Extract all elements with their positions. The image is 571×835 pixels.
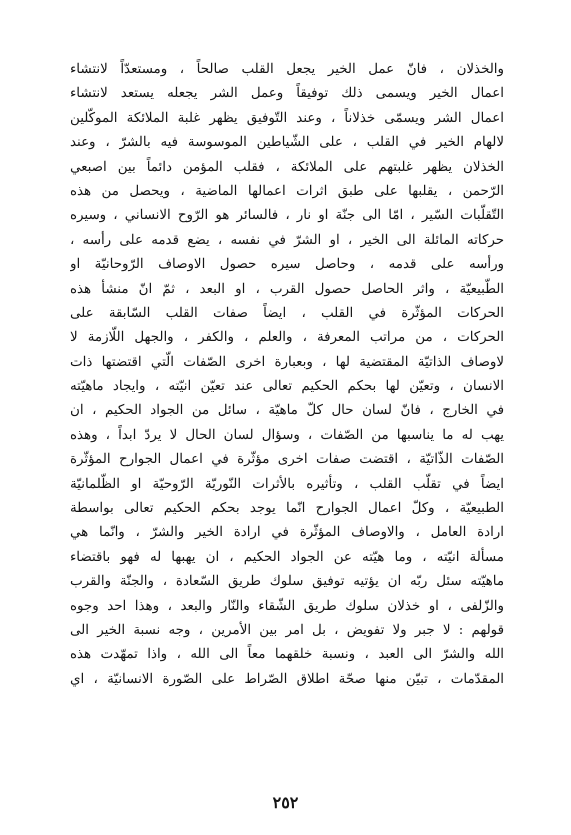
text-line: والخذلان ، فانّ عمل الخير يجعل القلب صالحاً ، ومستعدّاً لانتشاء <box>70 62 504 77</box>
text-line: قولهم : لا جبر ولا تفويض ، بل امر بين الأمرين ، وجه نسبة الخير الى <box>70 622 504 638</box>
text-line: الرّحمن ، يقلبها على طبق اثرات اعمالها الماضية ، ويحصل من هذه <box>70 183 504 199</box>
text-line: اعمال الشر ويسمّى خذلاناً ، وعند التّوفيق يظهر غلبة الملائكة الموكّلين <box>70 110 504 126</box>
text-line: يهب له ما يناسبها من الصّفات ، وسؤال لسان الحال لا يردّ ابداً ، وهذه <box>70 427 504 443</box>
text-line: حركاته المائلة الى الخير ، او الشرّ في نفسه ، يضع قدمه على رأسه ، <box>70 232 504 248</box>
text-line: الصّفات الذّاتيّة ، اقتضت صفات اخرى مؤثّرة في اعمال الجوارح المؤثّرة <box>70 452 504 468</box>
text-line: اعمال الخير ويسمى ذلك توفيقاً وعمل الشر يجعله يستعد لانتشاء <box>70 86 504 102</box>
text-line: ورأسه على قدمه ، وحاصل سيره حصول الاوصاف الرّوحانيّة او <box>70 257 504 273</box>
text-line: الله والشرّ الى العبد ، ونسبة خلقهما معاً الى الله ، واذا تمهّدت هذه <box>70 647 504 663</box>
text-line: الحركات المؤثّرة في القلب ، ايضاً صفات القلب السّابقة على <box>70 305 504 321</box>
text-line: الحركات ، من مراتب المعرفة ، والعلم ، والكفر ، والجهل اللّازمة لا <box>70 330 504 346</box>
text-line: والزّلفى ، او خذلان سلوك طريق الشّقاء والنّار والبعد ، وهذا احد وجوه <box>70 598 504 614</box>
text-line: الطبيعيّة ، وكلّ اعمال الجوارح انّما يوجد بحكم الحكيم تعالى بواسطة <box>70 501 504 517</box>
text-line: الطّبيعيّة ، واثر الحاصل حصول القرب ، او البعد ، ثمّ انّ منشأ هذه <box>70 281 504 297</box>
text-line: التّقلّبات السّير ، امّا الى جنّة او نار ، فالسائر هو الرّوح الانساني ، وسيره <box>70 208 504 224</box>
text-line: لاوصاف الذاتيّة المقتضية لها ، وبعبارة اخرى الصّفات الّتي اقتضتها ذات <box>70 354 504 370</box>
text-line: لالهام الخير في القلب ، على الشّياطين الموسوسة فيه بالشرّ ، وعند <box>70 135 504 151</box>
text-line: ماهيّته سئل ربّه ان يؤتيه توفيق سلوك طريق السّعادة ، والجنّة والقرب <box>70 574 504 590</box>
text-line: ايضاً في تقلّب القلب ، وتأثيره بالأثرات النّوريّة الرّوحيّة او الظّلمانيّة <box>70 476 504 492</box>
body-text <box>70 58 504 692</box>
text-line: الخذلان يظهر غلبتهم على الملائكة ، فقلب المؤمن دائماً بين اصبعي <box>70 159 504 175</box>
text-line: المقدّمات ، تبيّن منها صحّة اطلاق الصّراط على الصّورة الانسانيّة ، اي <box>70 671 504 687</box>
text-line: الانسان ، وتعيّن لها بحكم الحكيم تعالى عند تعيّن انيّته ، وايجاد ماهيّته <box>70 379 504 395</box>
page-number: ٢٥٢ <box>272 793 299 812</box>
text-line: في الخارج ، فانّ لسان حال كلّ ماهيّة ، سائل من الجواد الحكيم ، ان <box>70 403 504 419</box>
text-line: مسألة انيّته ، وما هيّته عن الجواد الحكيم ، ان يهبها له فهو باقتضاء <box>70 549 504 565</box>
text-line: ارادة العامل ، والاوصاف المؤثّرة في ارادة الخير والشرّ ، وانّما هي <box>70 525 504 541</box>
